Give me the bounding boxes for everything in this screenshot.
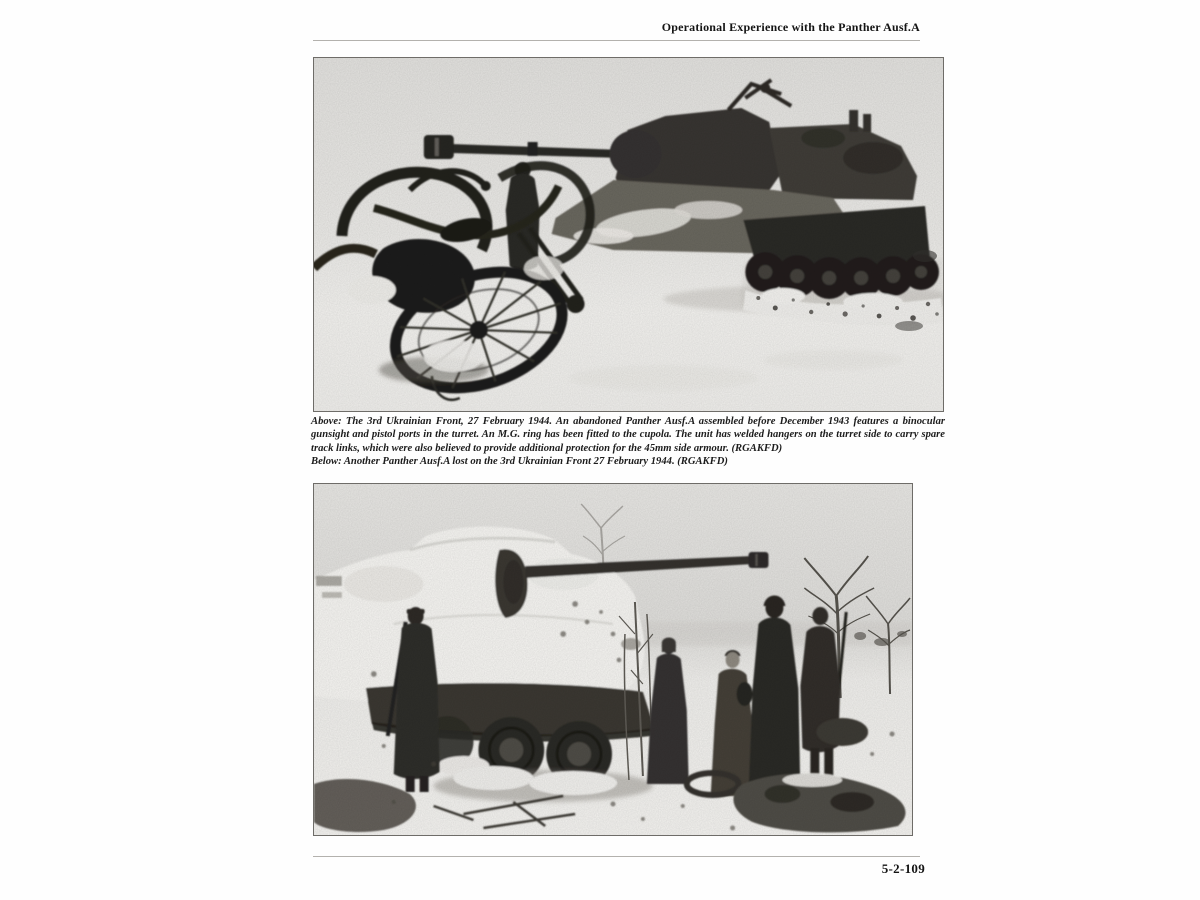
header-rule: [313, 40, 920, 41]
photo-bottom-illustration: [314, 484, 912, 835]
photo-top: [313, 57, 944, 412]
footer-rule: [313, 856, 920, 857]
caption-above: Above: The 3rd Ukrainian Front, 27 February 1944. An abandoned Panther Ausf.A assembled before December 1943 features a binocular gunsight and pistol ports in the turret. An M.G. ring has been fitted to the cupola. The unit has welded hangers on the turret side to carry spare track links, which were also believed to provide additional protection for the 45mm side armour. (RGAKFD): [311, 416, 945, 454]
photo-top-illustration: [314, 58, 943, 411]
page-header-title: Operational Experience with the Panther Ausf.A: [661, 20, 920, 34]
photo-caption: [311, 415, 945, 468]
caption-below: Below: Another Panther Ausf.A lost on the 3rd Ukrainian Front 27 February 1944. (RGAKFD): [311, 455, 728, 467]
page-number: 5-2-109: [881, 861, 925, 876]
photo-bottom: [313, 483, 913, 836]
